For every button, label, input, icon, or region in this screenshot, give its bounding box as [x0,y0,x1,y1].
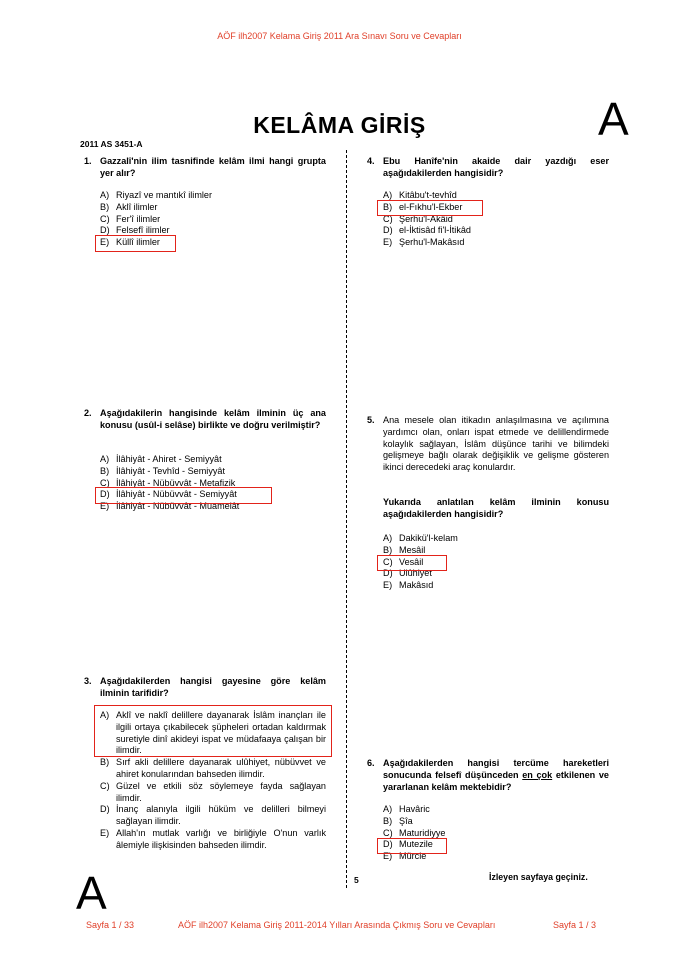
option-d[interactable]: D) el-İktisâd fi'l-İtikâd [383,225,471,236]
option-c[interactable]: C) Fer'î ilimler [100,213,161,224]
question-number: 6. [367,758,375,768]
footer-page-right: Sayfa 1 / 3 [553,920,597,930]
option-c[interactable]: C) Şerhu'l-Akâid [383,213,453,224]
question-number: 5. [367,415,375,425]
option-list [383,190,609,249]
option-d[interactable]: D) Felsefî ilimler [100,225,170,236]
answer-highlight-box [95,235,176,252]
document-header: AÖF ilh2007 Kelama Giriş 2011 Ara Sınavı Soru ve Cevapları [217,31,462,41]
page-number: 5 [354,875,359,885]
option-b[interactable]: B) Aklî ilimler [100,201,158,212]
option-a[interactable]: A) Riyazî ve mantıkî ilimler [100,190,213,200]
answer-highlight-box [95,487,272,504]
option-e[interactable]: E) İlâhiyât - Nübüvvât - Muamelât [100,501,240,512]
question-number: 4. [367,156,375,166]
option-c[interactable]: C) İlâhiyât - Nübüvvât - Metafizik [100,477,236,488]
option-d[interactable]: D) Ulûhiyet [383,568,432,579]
footer-page-left: Sayfa 1 / 33 [86,920,135,930]
option-d[interactable]: D) Mutezile [383,839,433,850]
option-e[interactable]: E) Makâsıd [383,580,434,591]
question-number: 3. [84,676,92,686]
question-passage: Ana mesele olan itikadın anlaşılmasına ve açılımına yardımcı olan, onları ispat etmede ve delillendirmede kolaylık sağlayan, İslâm düşünce tarihi ve bilimdeki gelişmeye bağlı olarak değişiklik ve gelişme gösteren ikinci derecedeki araç konulardır. [383,415,609,473]
option-e[interactable]: E) Allah'ın mutlak varlığı ve birliğiyle O'nun varlık âlemiyle ilişkisinden bahseden ilimdir. [100,827,326,850]
option-a[interactable]: A) Aklî ve naklî delillere dayanarak İslâm inançları ile ilgili ortaya çıkabilecek şüpheleri ortadan kaldırmak suretiyle dinî akideyi ispat ve müdafaaya çalışan bir ilimdir. [100,710,326,756]
footer-title: AÖF ilh2007 Kelama Giriş 2011-2014 Yılları Arasında Çıkmış Soru ve Cevapları [178,920,496,930]
option-b[interactable]: B) Mesâil [383,544,426,555]
option-c[interactable]: C) Güzel ve etkili söz söylemeye fayda sağlayan ilimdir. [100,780,326,803]
option-e[interactable]: E) Mürcie [383,851,427,862]
question-stem: Aşağıdakilerden hangisi gayesine göre kelâm ilminin tarifidir? [100,676,326,698]
question-stem: Ebu Hanîfe'nin akaide dair yazdığı eser aşağıdakilerden hangisidir? [383,156,609,178]
option-d[interactable]: D) İlâhiyât - Nübüvvât - Semiyyât [100,489,237,500]
page-title: KELÂMA GİRİŞ [253,112,426,138]
answer-highlight-box [94,705,332,757]
option-e[interactable]: E) Küllî ilimler [100,237,160,248]
option-d[interactable]: D) İnanç alanıyla ilgili hüküm ve delilleri bilmeyi sağlayan ilimdir. [100,804,326,827]
question-stem: Yukarıda anlatılan kelâm ilminin konusu aşağıdakilerden hangisidir? [383,497,609,519]
option-c[interactable]: C) Maturidiyye [383,827,446,838]
option-b[interactable]: B) Sırf akli delillere dayanarak ulûhiyet, nübüvvet ve ahiret konularından bahseden ilimdir. [100,757,326,779]
option-a[interactable]: A) Dakikü'l-kelam [383,533,458,543]
question-stem: Gazzalî'nin ilim tasnifinde kelâm ilmi hangi grupta yer alır? [100,156,326,178]
question-number: 2. [84,408,92,418]
question-stem: Aşağıdakilerin hangisinde kelâm ilminin üç ana konusu (usûl-i selâse) birlikte ve doğru verilmiştir? [100,408,326,430]
booklet-letter-top: A [598,93,629,145]
option-a[interactable]: A) Havâric [383,804,430,814]
option-c[interactable]: C) Vesâil [383,556,424,567]
column-divider [346,150,347,888]
answer-highlight-box [377,555,447,571]
option-b[interactable]: B) el-Fıkhu'l-Ekber [383,201,463,212]
answer-highlight-box [377,200,483,216]
question-number: 1. [84,156,92,166]
answer-highlight-box [377,838,447,854]
option-list [383,804,609,863]
continue-note: İzleyen sayfaya geçiniz. [489,872,588,882]
option-a[interactable]: A) Kitâbu't-tevhîd [383,190,457,200]
option-b[interactable]: B) Şîa [383,815,413,826]
question-stem: Aşağıdakilerden hangisi tercüme hareketleri sonucunda felsefî düşünceden en çok etkilenen ve yararlanan kelâm mektebidir? [383,758,609,792]
exam-code: 2011 AS 3451-A [80,139,143,149]
booklet-letter-bottom: A [76,867,107,919]
option-a[interactable]: A) İlâhiyât - Ahiret - Semiyyât [100,454,222,464]
option-b[interactable]: B) İlâhiyât - Tevhîd - Semiyyât [100,465,225,476]
option-e[interactable]: E) Şerhu'l-Makâsıd [383,237,465,248]
emphasis-underline: en çok [522,769,553,780]
option-list [100,454,326,513]
